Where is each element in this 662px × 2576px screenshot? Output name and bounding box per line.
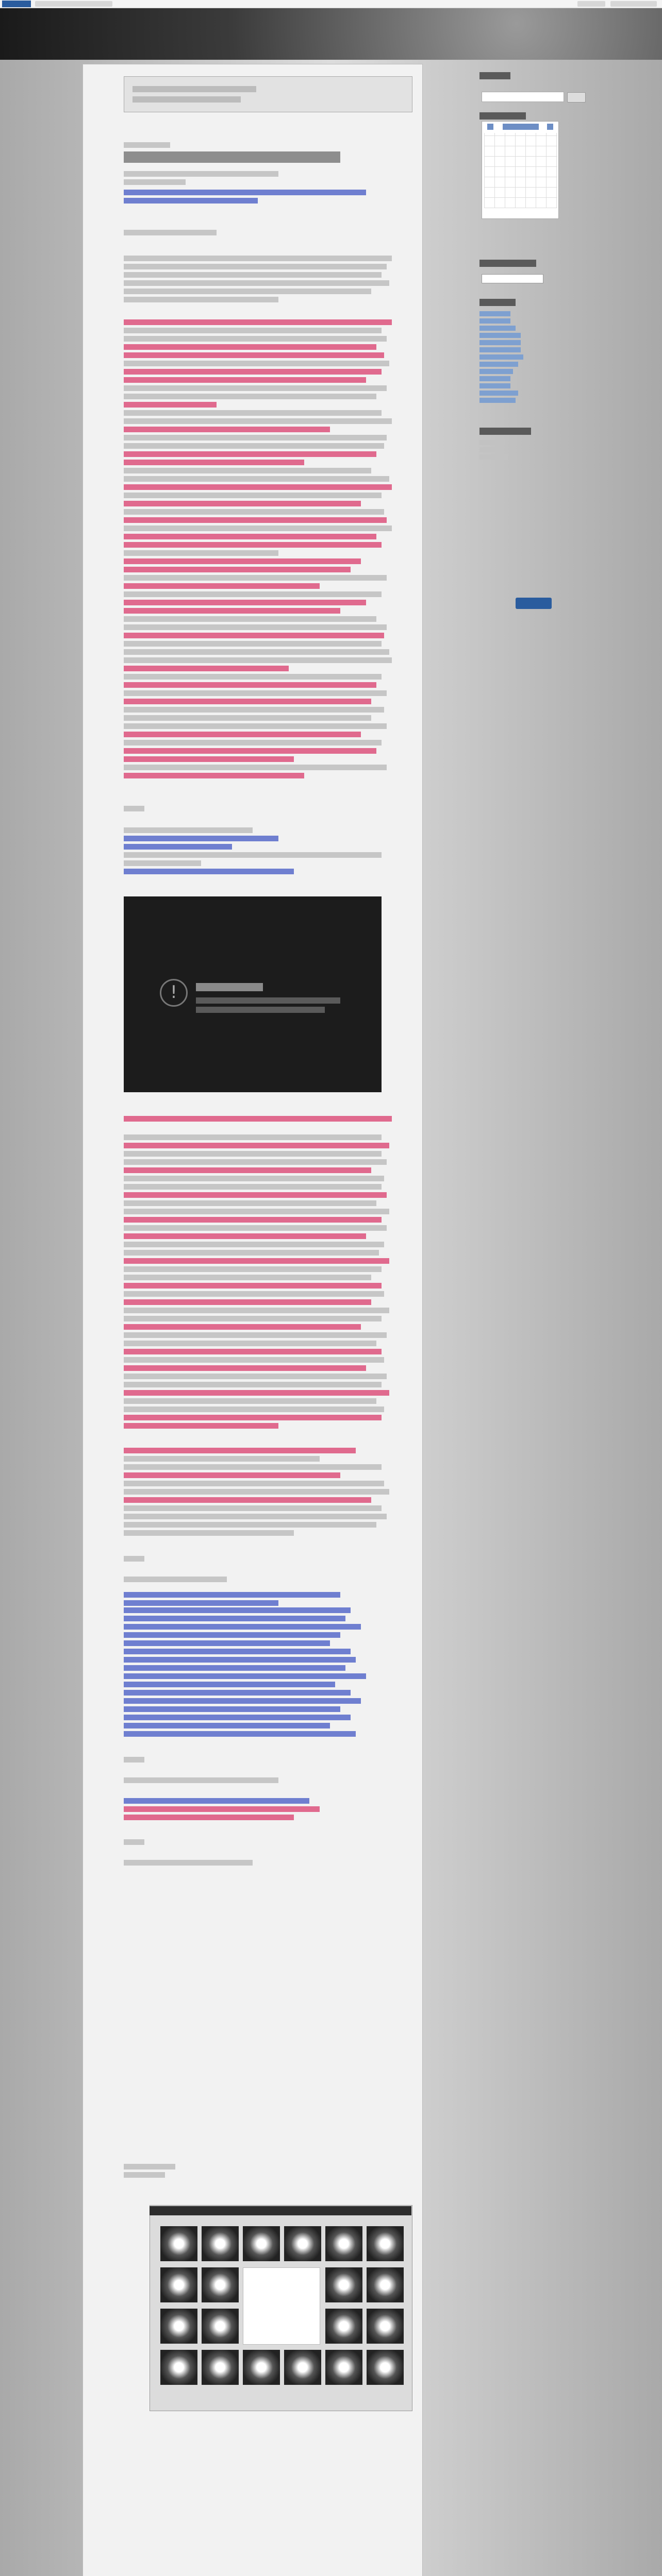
article-line-red — [124, 501, 361, 506]
article-link[interactable] — [124, 1600, 278, 1606]
archive-link[interactable] — [479, 362, 518, 367]
screenshot-tile — [243, 2226, 280, 2261]
article-line-red — [124, 1423, 278, 1429]
archive-link[interactable] — [479, 398, 516, 403]
article-body-continued — [124, 1607, 402, 2200]
article-line — [124, 1308, 389, 1313]
topbar-menu-text[interactable] — [35, 1, 112, 7]
article-link[interactable] — [124, 1682, 335, 1687]
article-link[interactable] — [124, 1640, 330, 1646]
access-counter-line — [479, 454, 508, 460]
screenshot-tile — [367, 2350, 404, 2385]
archive-link[interactable] — [479, 347, 521, 352]
play-icon[interactable]: ! — [160, 979, 188, 1007]
article-line — [124, 526, 392, 531]
article-line — [124, 1316, 382, 1321]
topbar-links-text[interactable] — [610, 1, 657, 7]
article-line-red — [124, 1233, 366, 1239]
article-line — [124, 575, 387, 581]
archive-link[interactable] — [479, 354, 523, 360]
article-line — [124, 1357, 384, 1363]
article-line-red — [124, 402, 217, 408]
article-line — [124, 171, 278, 177]
archive-link[interactable] — [479, 383, 510, 388]
article-line-red — [124, 1815, 294, 1820]
article-line — [124, 674, 382, 680]
archive-link[interactable] — [479, 340, 521, 345]
article-line-red — [124, 748, 376, 754]
archive-link[interactable] — [479, 369, 513, 374]
article-line — [124, 591, 382, 597]
article-link[interactable] — [124, 1690, 351, 1696]
access-counter-line — [479, 447, 503, 452]
article-line — [124, 256, 392, 261]
calendar-grid — [484, 133, 557, 208]
screenshot-profile-card — [243, 2267, 320, 2345]
article-line — [124, 297, 278, 302]
video-message-line — [196, 983, 263, 991]
article-line-red — [124, 352, 384, 358]
article-line — [124, 476, 389, 482]
article-line-red — [124, 1806, 320, 1812]
article-line-red — [124, 732, 361, 737]
article-line — [124, 336, 387, 342]
notice-line — [133, 96, 241, 103]
article-line — [124, 707, 384, 713]
article-line-red — [124, 344, 376, 350]
article-line-red — [124, 1497, 371, 1503]
article-line-red — [124, 1349, 382, 1354]
article-line — [124, 1374, 387, 1379]
category-archive-heading — [479, 260, 536, 267]
category-select[interactable] — [482, 274, 543, 283]
article-screenshot — [150, 2205, 412, 2411]
article-line — [124, 1860, 253, 1866]
archive-link[interactable] — [479, 391, 518, 396]
article-line-red — [124, 1324, 361, 1330]
article-line — [124, 435, 387, 440]
article-link[interactable] — [124, 836, 278, 841]
article-line — [124, 443, 384, 449]
post-date — [124, 142, 170, 148]
article-line — [124, 1341, 376, 1346]
article-line-red — [124, 1258, 389, 1264]
article-line — [124, 715, 371, 721]
article-line — [124, 1464, 382, 1470]
article-line — [124, 740, 382, 745]
article-line — [124, 1777, 278, 1783]
article-line — [124, 1159, 387, 1165]
article-link[interactable] — [124, 1616, 345, 1621]
article-line — [124, 1151, 382, 1157]
calendar-heading — [479, 112, 526, 120]
article-line — [124, 690, 387, 696]
screenshot-tile — [202, 2309, 239, 2344]
article-link[interactable] — [124, 1624, 361, 1630]
article-body — [124, 142, 402, 1616]
article-line — [124, 1209, 389, 1214]
article-line — [124, 1184, 382, 1190]
article-line — [124, 1242, 384, 1247]
article-line — [124, 550, 278, 556]
article-line — [124, 1522, 376, 1528]
article-line-red — [124, 682, 376, 688]
article-line — [124, 723, 387, 729]
screenshot-tile — [160, 2309, 197, 2344]
article-line-red — [124, 534, 376, 539]
article-line — [124, 509, 384, 515]
article-line-red — [124, 633, 384, 638]
article-line — [124, 1398, 376, 1404]
article-line — [124, 1514, 387, 1519]
article-line — [124, 852, 382, 858]
article-line — [124, 361, 389, 366]
article-line-red — [124, 756, 294, 762]
archive-link[interactable] — [479, 376, 510, 381]
article-line-red — [124, 773, 304, 778]
archive-heading — [479, 299, 516, 306]
article-line-red — [124, 369, 382, 375]
article-line — [124, 1250, 379, 1256]
article-link[interactable] — [124, 1731, 356, 1737]
article-line — [124, 616, 376, 622]
screenshot-tile — [243, 2350, 280, 2385]
article-line — [124, 468, 371, 473]
article-line-red — [124, 460, 304, 465]
screenshot-tile — [202, 2226, 239, 2261]
article-link[interactable] — [124, 1706, 340, 1712]
video-message-line — [196, 1007, 325, 1013]
article-line — [124, 1200, 376, 1206]
article-line — [124, 827, 253, 833]
article-line — [124, 1456, 320, 1462]
article-link[interactable] — [124, 190, 366, 195]
screenshot-tile — [367, 2226, 404, 2261]
article-line — [124, 860, 201, 866]
article-line-red — [124, 1365, 366, 1371]
calendar-prev-icon[interactable] — [487, 124, 493, 130]
article-line-red — [124, 484, 392, 490]
article-line-red — [124, 608, 340, 614]
article-line — [124, 1577, 227, 1582]
article-link[interactable] — [124, 1798, 309, 1804]
article-line-red — [124, 377, 366, 383]
access-counter-line — [479, 440, 505, 445]
article-line — [124, 1489, 389, 1495]
archive-link[interactable] — [479, 311, 510, 316]
article-line-red — [124, 1283, 382, 1289]
notice-line — [133, 86, 256, 92]
screenshot-tile — [325, 2226, 362, 2261]
article-line-red — [124, 1472, 340, 1478]
screenshot-tile — [325, 2309, 362, 2344]
article-line — [124, 1757, 144, 1762]
article-line — [124, 394, 376, 399]
video-message-line — [196, 997, 340, 1004]
article-line — [124, 649, 389, 655]
service-logo[interactable] — [2, 1, 31, 7]
article-line — [124, 641, 382, 647]
article-line — [124, 179, 186, 185]
article-line — [124, 1291, 384, 1297]
calendar-month-label — [503, 124, 539, 130]
archive-link[interactable] — [479, 318, 510, 324]
article-link[interactable] — [124, 1665, 345, 1671]
top-navigation-bar — [0, 0, 662, 8]
article-line — [124, 806, 144, 811]
powered-by-badge[interactable] — [516, 598, 552, 609]
search-button[interactable] — [567, 92, 586, 103]
article-line-red — [124, 666, 289, 671]
article-line — [124, 1225, 387, 1231]
article-line-red — [124, 1390, 389, 1396]
article-line-red — [124, 699, 371, 704]
search-input[interactable] — [482, 92, 564, 102]
search-heading — [479, 72, 510, 79]
topbar-user-text[interactable] — [577, 1, 605, 7]
article-link[interactable] — [124, 869, 294, 874]
screenshot-tile — [160, 2226, 197, 2261]
article-line-red — [124, 558, 361, 564]
article-line-red — [124, 1143, 389, 1148]
calendar-next-icon[interactable] — [547, 124, 553, 130]
article-link[interactable] — [124, 198, 258, 204]
screenshot-tile — [160, 2267, 197, 2302]
article-line-red — [124, 583, 320, 589]
article-link[interactable] — [124, 1649, 351, 1654]
article-link[interactable] — [124, 1632, 340, 1638]
screenshot-tile — [325, 2267, 362, 2302]
notice-box — [124, 76, 412, 112]
article-line — [124, 2172, 165, 2178]
article-line — [124, 1134, 382, 1140]
article-line — [124, 1406, 384, 1412]
article-line — [124, 1275, 371, 1280]
article-line-red — [124, 451, 376, 457]
site-title[interactable] — [82, 24, 392, 41]
article-line-red — [124, 427, 330, 432]
screenshot-tile — [367, 2267, 404, 2302]
article-line — [124, 410, 382, 416]
screenshot-tile — [325, 2350, 362, 2385]
article-line — [124, 289, 371, 294]
article-line — [124, 493, 382, 498]
article-link[interactable] — [124, 844, 232, 850]
article-link[interactable] — [124, 1657, 356, 1663]
embedded-video-player[interactable] — [124, 896, 382, 1092]
article-line — [124, 1176, 384, 1181]
article-link[interactable] — [124, 1592, 340, 1598]
screenshot-tile — [367, 2309, 404, 2344]
article-line — [124, 264, 387, 269]
article-line — [124, 1556, 144, 1562]
blog-header — [0, 8, 662, 60]
article-line — [124, 418, 392, 424]
article-line-red — [124, 1217, 382, 1223]
archive-link[interactable] — [479, 326, 516, 331]
article-line-red — [124, 319, 392, 325]
screenshot-tile — [202, 2350, 239, 2385]
access-counter-heading — [479, 428, 531, 435]
article-link[interactable] — [124, 1715, 351, 1720]
article-line — [124, 2164, 175, 2170]
article-line — [124, 328, 382, 333]
screenshot-header-bar — [150, 2206, 411, 2215]
article-line-red — [124, 1448, 356, 1453]
article-link[interactable] — [124, 1723, 330, 1728]
article-link[interactable] — [124, 1698, 361, 1704]
article-line — [124, 230, 217, 235]
archive-link[interactable] — [479, 333, 521, 338]
article-line — [124, 1382, 382, 1387]
article-line — [124, 272, 382, 278]
article-line — [124, 765, 387, 770]
article-line — [124, 1266, 382, 1272]
article-line — [124, 385, 387, 391]
calendar-widget — [482, 121, 559, 219]
article-line — [124, 1332, 387, 1338]
article-line — [124, 280, 389, 286]
article-line-red — [124, 1167, 371, 1173]
article-line — [124, 1839, 144, 1845]
screenshot-tile — [160, 2350, 197, 2385]
article-line-red — [124, 567, 351, 572]
article-line — [124, 1481, 384, 1486]
article-line — [124, 624, 387, 630]
screenshot-tile — [202, 2267, 239, 2302]
article-line-red — [124, 542, 382, 548]
article-link[interactable] — [124, 1607, 351, 1613]
article-line-red — [124, 1415, 382, 1420]
screenshot-tile — [284, 2350, 321, 2385]
article-line-red — [124, 600, 366, 605]
article-line — [124, 657, 392, 663]
article-link[interactable] — [124, 1673, 366, 1679]
article-line — [124, 1530, 294, 1536]
article-line-red — [124, 1192, 387, 1198]
article-line-red — [124, 1299, 371, 1305]
article-line-red — [124, 1116, 392, 1122]
screenshot-tile — [284, 2226, 321, 2261]
post-title[interactable] — [124, 151, 340, 163]
article-line-red — [124, 517, 387, 523]
article-line — [124, 1505, 382, 1511]
